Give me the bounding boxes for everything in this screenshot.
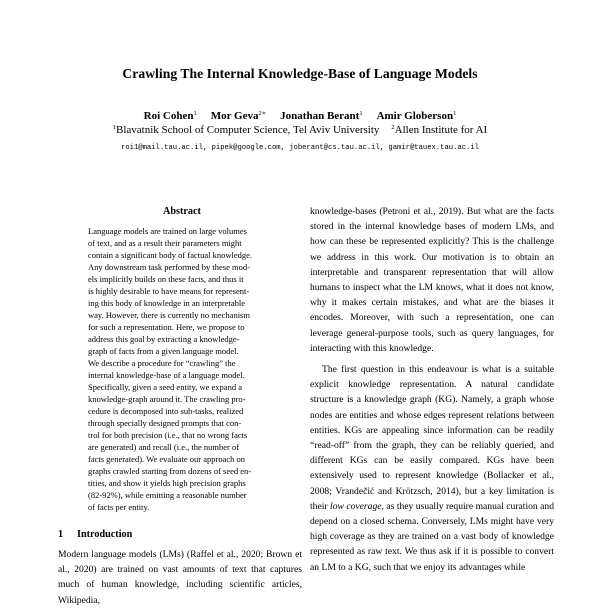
- right-paragraph-2-text-b: , as they usually require manual curation and depend on a closed schema. Conversely, LMs might have very high coverage as they are trained on a vast body of knowledge represented as raw text. We thus ask if it is possible to convert an LM to a KG, such that we enjoy its advantages while: [310, 500, 555, 573]
- affiliation-superscript: 1: [112, 124, 116, 131]
- section-title: Introduction: [77, 529, 133, 540]
- author-name: Jonathan Berant: [280, 110, 360, 122]
- right-column: [310, 204, 554, 575]
- author-name: Mor Geva: [210, 110, 259, 122]
- author-superscript: 1: [453, 110, 457, 117]
- author-name: Amir Globerson: [376, 110, 454, 122]
- affiliation-name: Allen Institute for AI: [394, 124, 488, 136]
- affiliation-name: Blavatnik School of Computer Science, Tel Aviv University: [116, 124, 380, 136]
- paper-title: Crawling The Internal Knowledge-Base of Language Models: [122, 66, 478, 81]
- right-paragraph-2: [310, 362, 554, 575]
- author-emails: roi1@mail.tau.ac.il, pipek@google.com, joberant@cs.tau.ac.il, gamir@tauex.tau.ac.il: [121, 144, 479, 152]
- author-name: Roi Cohen: [143, 110, 194, 122]
- author-superscript: 1: [193, 110, 197, 117]
- abstract-text: Language models are trained on large volumes of text, and as a result their parameters might contain a significant body of factual knowledge. Any downstream task performed by these mod- els implicitly builds on these facts, and thus it is highly desirable to have means for represent- ing this body of knowledge in an interpretable way. However, there is currently no mechanism for such a representation. Here, we propose to address this goal by extracting a knowledge- graph of facts from a given language model. We describe a procedure for “crawling” the internal knowledge-base of a language model. Specifically, given a seed entity, we expand a knowledge-graph around it. The crawling pro- cedure is decomposed into sub-tasks, realized through specially designed prompts that con- trol for both precision (i.e., that no wrong facts are generated) and recall (i.e., the number of facts generated). We evaluate our approach on graphs crawled starting from dozens of seed en- tities, and show it yields high precision graphs (82-92%), while emitting a reasonable number of facts per entity.: [88, 226, 253, 512]
- right-paragraph-2-text-a: The first question in this endeavour is what is a suitable explicit knowledge representation. A natural candidate structure is a knowledge graph (KG). Namely, a graph whose nodes are entities and whose edges represent relations between entities. KGs are appealing since information can be readily “read-off” from the graph, they can be reliably queried, and different KGs can be easily compared. KGs have been extensively used to represent knowledge (Bollacker et al., 2008; Vrandečić and Krötzsch, 2014), but a key limitation is their: [310, 364, 554, 512]
- author-superscript: 2∗: [258, 110, 267, 117]
- right-paragraph-1: knowledge-bases (Petroni et al., 2019). But what are the facts stored in the internal knowledge bases of modern LMs, and how can these be represented explicitly? This is the challenge we address in this work. Our motivation is to obtain an interpretable and transparent representation that will allow humans to inspect what the LM knows, what it does not know, why it makes certain mistakes, and what are the biases it encodes. Moreover, with such a representation, one can leverage general-purpose tools, such as query languages, for interacting with this knowledge.: [310, 206, 554, 354]
- emphasis-low-coverage: low coverage: [330, 500, 382, 512]
- author-list: [0, 110, 600, 122]
- abstract-heading: Abstract: [163, 206, 201, 217]
- intro-paragraph: Modern language models (LMs) (Raffel et al., 2020; Brown et al., 2020) are trained on vast amounts of text that captures much of human knowledge, including scientific articles, Wikipedia,: [58, 549, 302, 606]
- section-number: 1: [58, 529, 64, 540]
- affiliation-list: [0, 124, 600, 136]
- section-heading-introduction: [58, 529, 132, 540]
- affiliation-superscript: 2: [391, 124, 395, 131]
- author-superscript: 1: [359, 110, 363, 117]
